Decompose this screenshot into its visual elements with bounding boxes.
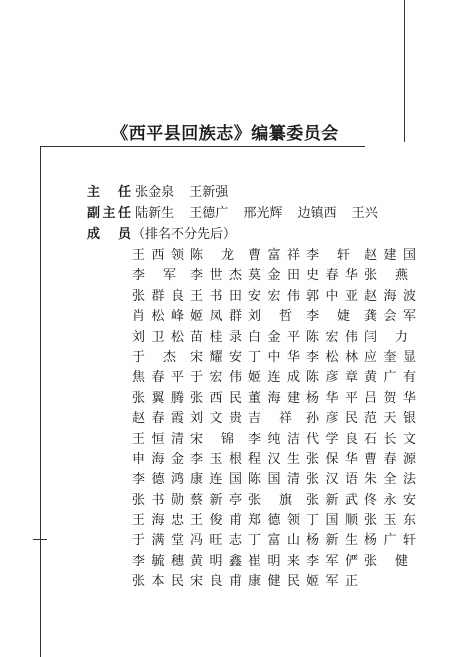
member-name: 刘文贵 [190, 411, 242, 427]
member-name: 宋耀安 [190, 349, 242, 365]
deputy-row [87, 202, 389, 222]
member-name: 蔡新亭 [190, 492, 242, 508]
member-name: 白金平 [248, 329, 300, 345]
member-name: 程汉生 [248, 451, 300, 467]
director-name: 王新强 [189, 185, 229, 200]
member-name: 曹富祥 [248, 248, 300, 263]
member-name: 姬凤群 [190, 309, 242, 325]
director-names [135, 185, 239, 200]
director-name: 张金泉 [135, 185, 175, 200]
members-grid [132, 244, 422, 591]
member-name: 范天银 [364, 411, 416, 427]
member-name: 李德鸿 [132, 472, 184, 488]
member-row [132, 448, 422, 468]
member-name: 李纯洁 [248, 431, 300, 447]
director-label: 主任 [87, 185, 131, 200]
member-name: 李松林 [306, 349, 358, 365]
member-name: 崔明来 [248, 553, 300, 569]
member-name: 黄广有 [364, 370, 416, 386]
member-name: 郑德领 [248, 513, 300, 529]
member-name: 杨新生 [306, 533, 358, 549]
member-name: 曹春源 [364, 451, 416, 467]
page-title: 《西平县回族志》编纂委员会 [111, 124, 339, 144]
member-row [132, 366, 422, 386]
member-name: 龚会军 [364, 309, 416, 325]
member-name: 张新武 [306, 492, 358, 508]
member-name: 杨华平 [306, 390, 358, 406]
member-row [132, 244, 422, 264]
member-name: 焦春平 [132, 370, 184, 386]
member-row [132, 285, 422, 305]
member-name: 姬军正 [306, 574, 358, 590]
member-name: 张燕 [364, 268, 408, 284]
member-name: 吕贺华 [364, 390, 416, 406]
member-name: 于宏伟 [190, 370, 242, 386]
member-name: 李轩 [306, 248, 350, 263]
member-name: 陈宏伟 [306, 329, 358, 345]
member-name: 应奎显 [364, 349, 416, 365]
members-note: （排名不分先后） [132, 227, 237, 242]
frame-line-left [40, 146, 41, 657]
member-name: 丁富山 [248, 533, 300, 549]
member-name: 莫金田 [248, 268, 300, 284]
crop-mark [33, 539, 47, 540]
member-name: 孙彦民 [306, 411, 358, 427]
member-name: 刘哲 [248, 309, 292, 325]
member-name: 黄明鑫 [190, 553, 242, 569]
member-name: 王海忠 [132, 513, 184, 529]
member-name: 李军俨 [306, 553, 358, 569]
member-name: 王恒清 [132, 431, 184, 447]
member-name: 张书勋 [132, 492, 184, 508]
member-name: 苗桂录 [190, 329, 242, 345]
member-name: 张汉语 [306, 472, 358, 488]
member-name: 肖松峰 [132, 309, 184, 325]
member-name: 李婕 [306, 309, 350, 325]
member-name: 赵海波 [364, 288, 416, 304]
member-row [132, 509, 422, 529]
member-row [132, 468, 422, 488]
members-label: 成员 [87, 227, 131, 242]
deputy-label: 副主任 [87, 206, 131, 221]
member-name: 杨广轩 [364, 533, 416, 549]
member-name: 赵建国 [364, 248, 416, 263]
member-name: 朱全法 [364, 472, 416, 488]
member-name: 宋锦 [190, 431, 234, 447]
member-name: 张旗 [248, 492, 292, 508]
member-row [132, 428, 422, 448]
member-name: 张本民 [132, 574, 184, 590]
member-name: 张翼腾 [132, 390, 184, 406]
member-name: 冯旺志 [190, 533, 242, 549]
member-name: 康连国 [190, 472, 242, 488]
member-name: 张西民 [190, 390, 242, 406]
member-name: 吉祥 [248, 411, 292, 427]
deputy-name: 王兴 [351, 206, 378, 221]
member-name: 陈龙 [190, 248, 234, 263]
title-underline [40, 146, 365, 147]
member-name: 于杰 [132, 349, 176, 365]
member-row [132, 550, 422, 570]
member-row [132, 529, 422, 549]
member-row [132, 407, 422, 427]
member-name: 张健 [364, 553, 408, 569]
member-name: 李世杰 [190, 268, 242, 284]
member-name: 李玉根 [190, 451, 242, 467]
member-name: 刘卫松 [132, 329, 184, 345]
member-name: 于满堂 [132, 533, 184, 549]
member-name: 石长文 [364, 431, 416, 447]
member-row [132, 387, 422, 407]
member-name: 王俊甫 [190, 513, 242, 529]
member-name: 郭中亚 [306, 288, 358, 304]
member-name: 宋良甫 [190, 574, 242, 590]
member-name: 佟永安 [364, 492, 416, 508]
member-row [132, 346, 422, 366]
member-name: 张保华 [306, 451, 358, 467]
director-row [87, 181, 239, 201]
deputy-name: 邢光辉 [243, 206, 283, 221]
member-name: 康健民 [248, 574, 300, 590]
member-name: 王书田 [190, 288, 242, 304]
deputy-name: 边镇西 [297, 206, 337, 221]
member-name: 董海建 [248, 390, 300, 406]
member-row [132, 305, 422, 325]
member-name: 丁中华 [248, 349, 300, 365]
member-row [132, 326, 422, 346]
member-name: 姬连成 [248, 370, 300, 386]
member-name: 王西领 [132, 248, 184, 263]
member-name: 陈国清 [248, 472, 300, 488]
deputy-name: 王德广 [189, 206, 229, 221]
member-name: 陈彦章 [306, 370, 358, 386]
members-row [87, 223, 131, 243]
member-name: 闫力 [364, 329, 408, 345]
deputy-names [135, 206, 389, 221]
member-row [132, 489, 422, 509]
member-name: 李毓穗 [132, 553, 184, 569]
member-name: 张玉东 [364, 513, 416, 529]
member-name: 安宏伟 [248, 288, 300, 304]
member-name: 张群良 [132, 288, 184, 304]
member-name: 李军 [132, 268, 176, 284]
member-name: 赵春霞 [132, 411, 184, 427]
member-name: 代学良 [306, 431, 358, 447]
member-name: 丁国顺 [306, 513, 358, 529]
member-name: 史春华 [306, 268, 358, 284]
deputy-name: 陆新生 [135, 206, 175, 221]
member-row [132, 264, 422, 284]
member-row [132, 570, 422, 590]
member-name: 申海金 [132, 451, 184, 467]
